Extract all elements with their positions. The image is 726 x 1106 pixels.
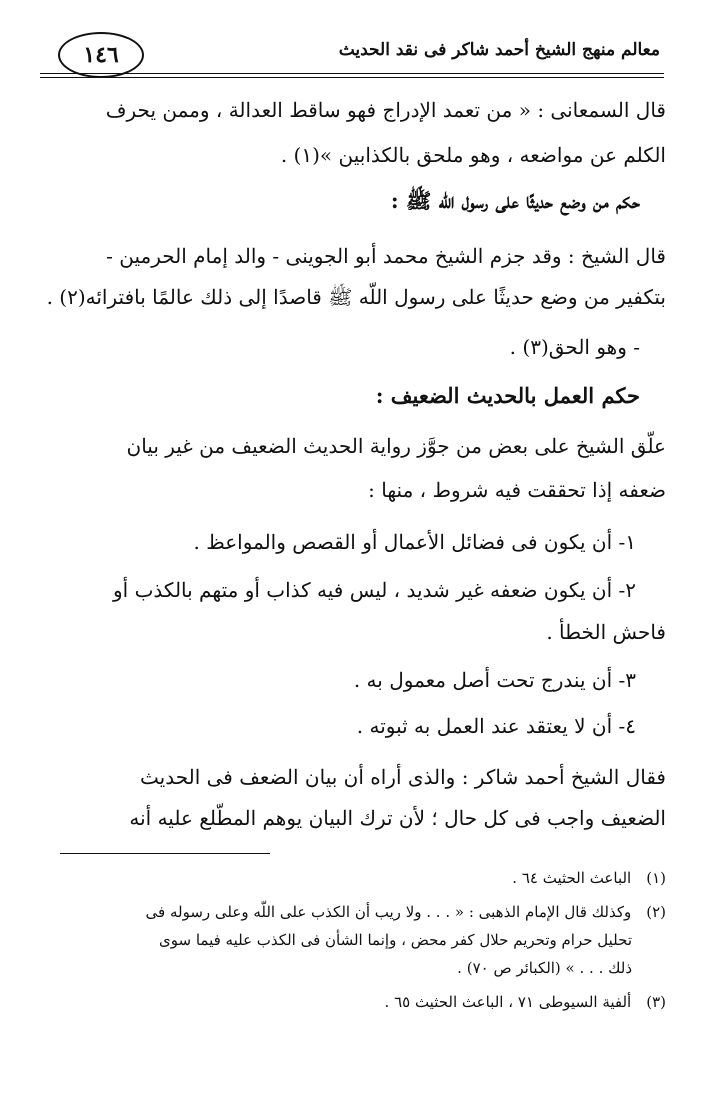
paragraph-line: علّق الشيخ على بعض من جوَّز رواية الحديث الضعيف من غير بيان [126, 434, 666, 458]
footnote [60, 898, 666, 982]
header-rule [40, 73, 664, 74]
list-item: ٣- أن يندرج تحت أصل معمول به . [353, 668, 636, 692]
list-item: ٢- أن يكون ضعفه غير شديد ، ليس فيه كذاب أو متهم بالكذب أو [113, 578, 636, 602]
paragraph-line: قال السمعانى : « من تعمد الإدراج فهو ساقط العدالة ، وممن يحرف [105, 98, 666, 122]
paragraph-line: الكلم عن مواضعه ، وهو ملحق بالكذابين »(١) . [280, 143, 666, 167]
footnote-text: تحليل حرام وتحريم حلال كفر محض ، وإنما الشأن فى الكذب عليه فيما سوى [159, 931, 632, 949]
footnote-rule [60, 853, 270, 854]
footnote-number: (١) [646, 869, 666, 887]
paragraph-line: ضعفه إذا تحققت فيه شروط ، منها : [368, 478, 666, 502]
paragraph-line: بتكفير من وضع حديثًا على رسول اللّه ﷺ قاصدًا إلى ذلك عالمًا بافترائه(٢) . [46, 285, 666, 309]
header-rule-secondary [40, 77, 664, 78]
section-heading: حكم العمل بالحديث الضعيف : [375, 383, 640, 408]
paragraph-line: - وهو الحق(٣) . [509, 335, 640, 359]
footnote [60, 988, 666, 1016]
footnote-text: ذلك . . . » (الكبائر ص ٧٠) . [457, 959, 632, 977]
paragraph-line: قال الشيخ : وقد جزم الشيخ محمد أبو الجوينى - والد إمام الحرمين - [106, 244, 666, 268]
paragraph-line: الضعيف واجب فى كل حال ؛ لأن ترك البيان يوهم المطّلع عليه أنه [129, 806, 666, 830]
footnote-text: الباعث الحثيث ٦٤ . [512, 869, 632, 887]
list-item: ٤- أن لا يعتقد عند العمل به ثبوته . [356, 714, 636, 738]
page-number [58, 32, 144, 78]
paragraph-line: فقال الشيخ أحمد شاكر : والذى أراه أن بيان الضعف فى الحديث [140, 765, 666, 789]
section-heading: حكم من وضع حديثًا على رسول اللّه ﷺ : [390, 188, 640, 213]
footnote-number: (٢) [646, 903, 666, 921]
footnote-number: (٣) [646, 993, 666, 1011]
paragraph-line: فاحش الخطأ . [546, 620, 666, 644]
running-title: معالم منهج الشيخ أحمد شاكر فى نقد الحديث [338, 40, 660, 60]
footnote [60, 864, 666, 892]
list-item: ١- أن يكون فى فضائل الأعمال أو القصص والمواعظ . [193, 530, 636, 554]
footnote-text: وكذلك قال الإمام الذهبى : « . . . ولا ريب أن الكذب على اللّه وعلى رسوله فى [145, 903, 632, 921]
footnote-text: ألفية السيوطى ٧١ ، الباعث الحثيث ٦٥ . [384, 993, 632, 1011]
page-number-text: ١٤٦ [83, 42, 119, 68]
